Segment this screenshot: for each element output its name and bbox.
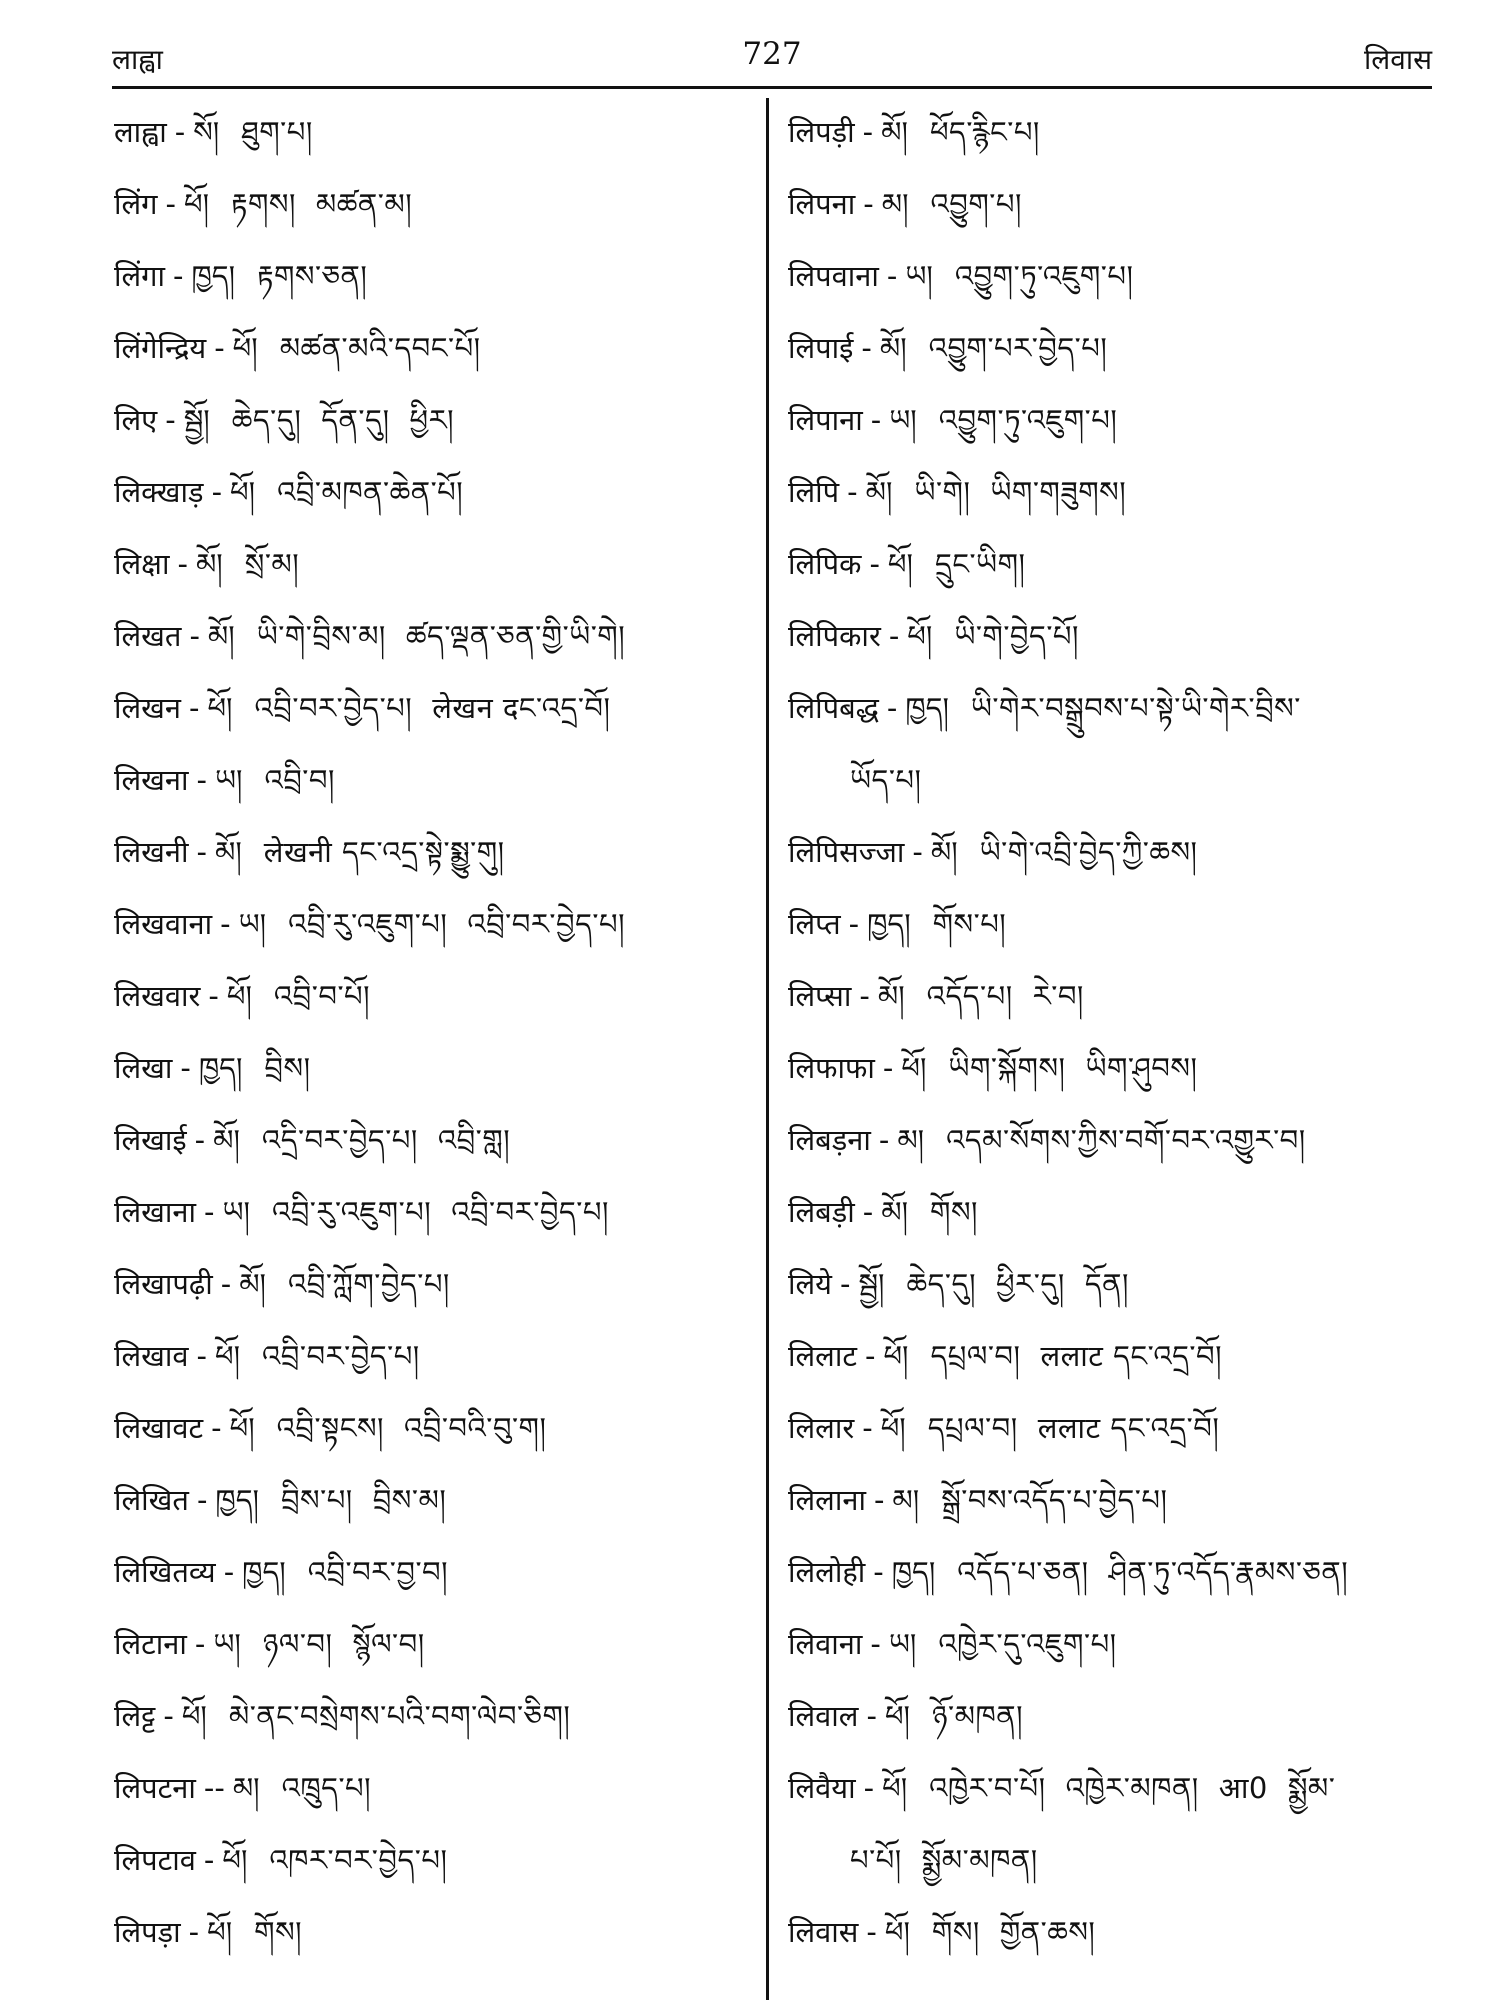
headword: लिपाई bbox=[788, 331, 854, 365]
grammar-label: ཡ། bbox=[888, 1627, 917, 1661]
definition: སྒྲོ་བས་འདོད་པ་བྱེད་པ། bbox=[941, 1483, 1168, 1517]
definition: སྨྱོམ་ bbox=[1287, 1771, 1336, 1805]
entry-dash: - bbox=[863, 187, 874, 221]
definition: ཡི་གེ་འབྲི་བྱེད་ཀྱི་ཆས། bbox=[979, 835, 1198, 869]
headword: लिपिकार bbox=[788, 619, 881, 653]
definition: འབྲི་བར་བྱེད་པ། bbox=[262, 1339, 420, 1373]
entry-dash: - bbox=[886, 259, 898, 293]
entry-dash: - bbox=[188, 1915, 200, 1949]
entry-dash: - bbox=[174, 115, 186, 149]
dictionary-entry bbox=[114, 464, 754, 536]
headword: लिखापढ़ी bbox=[114, 1267, 213, 1301]
definition: འབྱུག་པར་བྱེད་པ། bbox=[928, 331, 1108, 365]
column-divider bbox=[766, 98, 769, 2000]
dictionary-entry bbox=[114, 824, 754, 896]
dictionary-entry bbox=[114, 1472, 754, 1544]
headword: लिये bbox=[788, 1267, 832, 1301]
definition: ཡོད་པ། bbox=[850, 763, 922, 797]
definition: ཡིག་སྐོགས། bbox=[948, 1051, 1066, 1085]
grammar-label: ཡ། bbox=[889, 403, 917, 437]
dictionary-entry bbox=[114, 320, 754, 392]
definition: འདོད་པ། bbox=[926, 979, 1013, 1013]
grammar-label: ཁྱད། bbox=[867, 907, 911, 941]
definition: ཕྱིར། bbox=[409, 403, 455, 437]
grammar-label: མོ། bbox=[213, 1123, 240, 1157]
headword: लिक्षा bbox=[114, 547, 170, 581]
grammar-label: མོ། bbox=[881, 115, 908, 149]
definition: ཐུག་པ། bbox=[241, 115, 313, 149]
entry-dash: - bbox=[211, 475, 223, 509]
grammar-label: ཡ། bbox=[222, 1195, 250, 1229]
left-column bbox=[114, 104, 754, 1976]
headword: लिपड़ी bbox=[788, 115, 855, 149]
headword: लिखवाना bbox=[114, 907, 213, 941]
grammar-label: ཕོ། bbox=[882, 1771, 908, 1805]
dictionary-entry bbox=[114, 1112, 754, 1184]
dictionary-entry bbox=[788, 1112, 1448, 1184]
grammar-label: མོ། bbox=[881, 1195, 909, 1229]
grammar-label: མོ། bbox=[877, 979, 905, 1013]
headword: लिखाव bbox=[114, 1339, 189, 1373]
entry-continuation bbox=[788, 1832, 1448, 1904]
dictionary-entry bbox=[788, 1544, 1448, 1616]
headword: लिपिसज्जा bbox=[788, 835, 905, 869]
dictionary-entry bbox=[114, 896, 754, 968]
definition: དོན། bbox=[1084, 1267, 1129, 1301]
grammar-label: ཡ། bbox=[213, 1627, 241, 1661]
headword: लिंगा bbox=[114, 259, 166, 293]
dictionary-entry bbox=[788, 464, 1448, 536]
entry-dash: - bbox=[196, 763, 207, 797]
grammar-label: སྦྱོ། bbox=[858, 1267, 885, 1301]
definition: མེ་ནང་བསྲེགས་པའི་བག་ལེབ་ཅིག། bbox=[228, 1699, 571, 1733]
definition: འཁར་བར་བྱེད་པ། bbox=[269, 1843, 448, 1877]
entry-dash: - bbox=[189, 619, 200, 653]
definition: མཚན་མ། bbox=[315, 187, 413, 221]
definition: लेखन दང་འདྲ་བོ། bbox=[432, 691, 611, 725]
entry-dash: - bbox=[203, 1843, 215, 1877]
right-guide-word: लिवास bbox=[1364, 43, 1432, 76]
headword: लिखितव्य bbox=[114, 1555, 216, 1589]
definition: འབྲི་བར་བྱེད་པ། bbox=[254, 691, 413, 725]
definition: ཆེད་དུ། bbox=[231, 403, 302, 437]
definition: འབྲི་བ། bbox=[264, 763, 335, 797]
definition: བྲིས། bbox=[264, 1051, 311, 1085]
dictionary-entry bbox=[114, 1832, 754, 1904]
dictionary-entry bbox=[788, 680, 1448, 752]
definition: ཡི་གེ་བྲིས་མ། bbox=[256, 619, 386, 653]
definition: པ་པོ། bbox=[850, 1843, 902, 1877]
definition: དྲུང་ཡིག། bbox=[934, 547, 1026, 581]
definition: རེ་བ། bbox=[1032, 979, 1084, 1013]
headword: लिटाना bbox=[114, 1627, 187, 1661]
headword: लाह्वा bbox=[114, 115, 167, 149]
dictionary-entry bbox=[114, 680, 754, 752]
definition: ཚད་ལྡན་ཅན་གྱི་ཡི་གེ། bbox=[405, 619, 626, 653]
grammar-label: ཕོ། bbox=[222, 1843, 248, 1877]
entry-dash: - bbox=[859, 979, 870, 1013]
grammar-label: ཡ། bbox=[214, 763, 243, 797]
entry-dash: - bbox=[862, 115, 874, 149]
dictionary-entry bbox=[114, 248, 754, 320]
definition: རྟགས་ཅན། bbox=[257, 259, 368, 293]
dictionary-entry bbox=[114, 1616, 754, 1688]
dictionary-entry bbox=[788, 1904, 1448, 1976]
definition: འབྲི་བའི་བུ་ག། bbox=[403, 1411, 547, 1445]
entry-dash: - bbox=[866, 1915, 877, 1949]
dictionary-entry bbox=[788, 1688, 1448, 1760]
headword: लिपना bbox=[788, 187, 856, 221]
grammar-label: ཕོ། bbox=[884, 1699, 910, 1733]
headword: लिपाना bbox=[788, 403, 863, 437]
definition: ཉོ་མཁན། bbox=[931, 1699, 1024, 1733]
definition: གོས། bbox=[931, 1915, 980, 1949]
grammar-label: མོ། bbox=[214, 835, 242, 869]
headword: लिक्खाड़ bbox=[114, 475, 204, 509]
headword: लिपड़ा bbox=[114, 1915, 181, 1949]
dictionary-entry bbox=[114, 1904, 754, 1976]
entry-dash: - bbox=[882, 1051, 894, 1085]
dictionary-entry bbox=[114, 1328, 754, 1400]
headword: लिप्त bbox=[788, 907, 841, 941]
headword: लिवैया bbox=[788, 1771, 856, 1805]
dictionary-entry bbox=[788, 1256, 1448, 1328]
entry-dash: - bbox=[189, 691, 200, 725]
dictionary-entry bbox=[114, 608, 754, 680]
headword: लिबड़ी bbox=[788, 1195, 855, 1229]
definition: འབྲི་བར་བྱ་བ། bbox=[307, 1555, 449, 1589]
grammar-label: མོ། bbox=[207, 619, 235, 653]
definition: འདོད་པ་ཅན། bbox=[957, 1555, 1089, 1589]
entry-dash: - bbox=[866, 1699, 877, 1733]
grammar-label: ཁྱད། bbox=[905, 691, 949, 725]
entry-dash: - bbox=[211, 1411, 222, 1445]
headword: लिवाना bbox=[788, 1627, 863, 1661]
dictionary-entry bbox=[114, 1544, 754, 1616]
dictionary-entry bbox=[788, 1472, 1448, 1544]
definition: གོས་པ། bbox=[932, 907, 1007, 941]
definition: ཡི་གེ་བྱེད་པོ། bbox=[954, 619, 1079, 653]
definition: འཁྱེར་བ་པོ། bbox=[929, 1771, 1046, 1805]
headword: लिट्ट bbox=[114, 1699, 156, 1733]
grammar-label: ཕོ། bbox=[232, 331, 258, 365]
headword: लिखवार bbox=[114, 979, 201, 1013]
definition: ཕྱིར་དུ། bbox=[996, 1267, 1065, 1301]
definition: འབྲི་ཀློག་བྱེད་པ། bbox=[287, 1267, 450, 1301]
dictionary-entry bbox=[788, 1760, 1448, 1832]
headword: लिंग bbox=[114, 187, 158, 221]
entry-dash: - bbox=[870, 403, 882, 437]
definition: དཔྲལ་བ། bbox=[930, 1339, 1021, 1373]
dictionary-entry bbox=[114, 536, 754, 608]
definition: དོན་དུ། bbox=[321, 403, 390, 437]
headword: लिपवाना bbox=[788, 259, 879, 293]
definition: འབྲི་རུ་འཇུག་པ། bbox=[271, 1195, 432, 1229]
dictionary-entry bbox=[788, 1400, 1448, 1472]
definition: འབྲི་གླ། bbox=[437, 1123, 511, 1157]
grammar-label: ཕོ། bbox=[215, 1339, 241, 1373]
definition: སྙོལ་བ། bbox=[352, 1627, 425, 1661]
definition: ཡི་གེར་བསྒྲུབས་པ་སྟེ་ཡི་གེར་བྲིས་ bbox=[970, 691, 1301, 725]
dictionary-entry bbox=[788, 1328, 1448, 1400]
entry-dash: - bbox=[220, 907, 231, 941]
entry-dash: - bbox=[862, 1195, 874, 1229]
definition: དཔྲལ་བ། bbox=[927, 1411, 1018, 1445]
definition: འབྲི་བར་བྱེད་པ། bbox=[451, 1195, 609, 1229]
headword: लिपटाव bbox=[114, 1843, 196, 1877]
dictionary-entry bbox=[114, 1040, 754, 1112]
definition: འབྱུག་ཏུ་འཇུག་པ། bbox=[938, 403, 1118, 437]
entry-dash: - bbox=[840, 1267, 851, 1301]
definition: ཕོད་རྙིང་པ། bbox=[929, 115, 1040, 149]
entry-dash: - bbox=[220, 1267, 232, 1301]
entry-dash: - bbox=[177, 547, 188, 581]
definition: འཁྱེར་མཁན། bbox=[1065, 1771, 1199, 1805]
definition: རྟགས། bbox=[231, 187, 296, 221]
grammar-label: ཕོ། bbox=[907, 619, 933, 653]
header-rule bbox=[112, 86, 1432, 89]
entry-dash: - bbox=[165, 187, 176, 221]
entry-continuation bbox=[788, 752, 1448, 824]
definition: འཁྲུད་པ། bbox=[281, 1771, 372, 1805]
headword: लिखा bbox=[114, 1051, 173, 1085]
grammar-label: ཡ། bbox=[238, 907, 267, 941]
grammar-label: མོ། bbox=[195, 547, 223, 581]
entry-dash: -- bbox=[203, 1771, 225, 1805]
dictionary-entry bbox=[788, 320, 1448, 392]
dictionary-entry bbox=[788, 1616, 1448, 1688]
dictionary-entry bbox=[114, 1400, 754, 1472]
entry-dash: - bbox=[869, 547, 880, 581]
headword: लिखना bbox=[114, 763, 189, 797]
definition: ललाट དང་འདྲ་བོ། bbox=[1037, 1411, 1220, 1445]
grammar-label: ཁྱད། bbox=[242, 1555, 286, 1589]
definition: འབྲི་རུ་འཇུག་པ། bbox=[288, 907, 448, 941]
entry-dash: - bbox=[204, 1195, 215, 1229]
dictionary-entry bbox=[114, 1256, 754, 1328]
definition: སྨྱོམ་མཁན། bbox=[921, 1843, 1038, 1877]
grammar-label: མོ། bbox=[239, 1267, 266, 1301]
grammar-label: ཕོ། bbox=[880, 1411, 906, 1445]
page-header bbox=[112, 32, 1432, 88]
dictionary-entry bbox=[788, 104, 1448, 176]
headword: लिखाई bbox=[114, 1123, 187, 1157]
definition: གོས། bbox=[254, 1915, 303, 1949]
entry-dash: - bbox=[208, 979, 219, 1013]
definition: བྲིས་པ། bbox=[280, 1483, 353, 1517]
entry-dash: - bbox=[873, 1555, 884, 1589]
entry-dash: - bbox=[864, 1339, 876, 1373]
definition: མཚན་མའི་དབང་པོ། bbox=[279, 331, 481, 365]
dictionary-entry bbox=[788, 968, 1448, 1040]
entry-dash: - bbox=[888, 619, 900, 653]
definition: འབྱུག་ཏུ་འཇུག་པ། bbox=[954, 259, 1134, 293]
grammar-label: སྦྱོ། bbox=[183, 403, 210, 437]
dictionary-entry bbox=[788, 248, 1448, 320]
entry-dash: - bbox=[196, 835, 207, 869]
headword: लिवाल bbox=[788, 1699, 859, 1733]
headword: लिपि bbox=[788, 475, 840, 509]
dictionary-entry bbox=[788, 536, 1448, 608]
dictionary-entry bbox=[788, 1040, 1448, 1112]
grammar-label: མོ། bbox=[930, 835, 958, 869]
definition: འདམ་སོགས་ཀྱིས་བགོ་བར་འགྱུར་བ། bbox=[946, 1123, 1306, 1157]
headword: लिवास bbox=[788, 1915, 859, 1949]
grammar-label: མ། bbox=[892, 1483, 920, 1517]
headword: लिप्सा bbox=[788, 979, 852, 1013]
entry-dash: - bbox=[863, 1771, 875, 1805]
headword: लिपटना bbox=[114, 1771, 196, 1805]
headword: लिखावट bbox=[114, 1411, 204, 1445]
grammar-label: ཕོ། bbox=[207, 1915, 233, 1949]
dictionary-entry bbox=[114, 968, 754, 1040]
dictionary-entry bbox=[788, 176, 1448, 248]
grammar-label: ཡ། bbox=[905, 259, 933, 293]
headword: लिपिक bbox=[788, 547, 862, 581]
definition: ཤིན་ཏུ་འདོད་རྣམས་ཅན། bbox=[1108, 1555, 1349, 1589]
definition: लेखनी དང་འདྲ་སྟེ་སྨྱུ་གུ། bbox=[263, 835, 505, 869]
dictionary-entry bbox=[114, 176, 754, 248]
grammar-label: ཕོ། bbox=[884, 1915, 910, 1949]
definition: བྲིས་མ། bbox=[372, 1483, 447, 1517]
entry-dash: - bbox=[223, 1555, 235, 1589]
grammar-label: མ། bbox=[232, 1771, 260, 1805]
grammar-label: ཁྱད། bbox=[891, 1555, 936, 1589]
grammar-label: ཕོ། bbox=[887, 547, 913, 581]
dictionary-entry bbox=[114, 1760, 754, 1832]
headword: लिलार bbox=[788, 1411, 855, 1445]
entry-dash: - bbox=[180, 1051, 191, 1085]
dictionary-entry bbox=[114, 1184, 754, 1256]
entry-dash: - bbox=[886, 691, 898, 725]
dictionary-entry bbox=[788, 608, 1448, 680]
dictionary-entry bbox=[114, 104, 754, 176]
entry-dash: - bbox=[862, 1411, 873, 1445]
grammar-label: མ། bbox=[881, 187, 909, 221]
dictionary-entry bbox=[788, 392, 1448, 464]
grammar-label: མོ། bbox=[879, 331, 907, 365]
grammar-label: ཕོ། bbox=[230, 475, 256, 509]
grammar-label: ཕོ། bbox=[229, 1411, 255, 1445]
entry-dash: - bbox=[196, 1483, 208, 1517]
headword: लिखाना bbox=[114, 1195, 197, 1229]
definition: འབྲི་སྟངས། bbox=[276, 1411, 384, 1445]
grammar-label: སོ། bbox=[193, 115, 220, 149]
dictionary-entry bbox=[114, 1688, 754, 1760]
grammar-label: མ། bbox=[897, 1123, 925, 1157]
definition: ཡིག་ཤུབས། bbox=[1085, 1051, 1198, 1085]
definition: གོས། bbox=[930, 1195, 978, 1229]
dictionary-entry bbox=[114, 752, 754, 824]
grammar-label: ཁྱད། bbox=[198, 1051, 243, 1085]
entry-dash: - bbox=[870, 1627, 881, 1661]
headword: लिपिबद्ध bbox=[788, 691, 879, 725]
definition: ཉལ་བ། bbox=[262, 1627, 333, 1661]
headword: लिलोही bbox=[788, 1555, 866, 1589]
definition: འདྲི་བར་བྱེད་པ། bbox=[261, 1123, 418, 1157]
grammar-label: ཕོ། bbox=[181, 1699, 207, 1733]
dictionary-entry bbox=[788, 824, 1448, 896]
right-column bbox=[788, 104, 1448, 1976]
definition: འབྲི་བར་བྱེད་པ། bbox=[467, 907, 626, 941]
grammar-label: མོ། bbox=[865, 475, 893, 509]
dictionary-entry bbox=[114, 392, 754, 464]
grammar-label: ཕོ། bbox=[901, 1051, 927, 1085]
headword: लिए bbox=[114, 403, 158, 437]
headword: लिलाना bbox=[788, 1483, 866, 1517]
entry-dash: - bbox=[163, 1699, 174, 1733]
grammar-label: ཕོ། bbox=[183, 187, 210, 221]
headword: लिखत bbox=[114, 619, 182, 653]
definition: ཆེད་དུ། bbox=[906, 1267, 977, 1301]
entry-dash: - bbox=[196, 1339, 207, 1373]
entry-dash: - bbox=[194, 1627, 206, 1661]
left-guide-word: लाह्वा bbox=[112, 43, 163, 76]
definition: སྲོ་མ། bbox=[244, 547, 300, 581]
definition: འབྱུག་པ། bbox=[930, 187, 1022, 221]
entry-dash: - bbox=[912, 835, 923, 869]
definition: आ0 bbox=[1218, 1771, 1268, 1805]
headword: लिलाट bbox=[788, 1339, 857, 1373]
headword: लिखित bbox=[114, 1483, 189, 1517]
grammar-label: ཕོ། bbox=[207, 691, 233, 725]
headword: लिफाफा bbox=[788, 1051, 875, 1085]
definition: འབྲི་བ་པོ། bbox=[273, 979, 371, 1013]
headword: लिखनी bbox=[114, 835, 189, 869]
page-number: 727 bbox=[742, 36, 802, 72]
entry-dash: - bbox=[847, 475, 858, 509]
entry-dash: - bbox=[165, 403, 176, 437]
dictionary-entry bbox=[788, 896, 1448, 968]
definition: ཡི་གེ། bbox=[914, 475, 971, 509]
entry-dash: - bbox=[861, 331, 872, 365]
definition: ललाट དང་འདྲ་བོ། bbox=[1040, 1339, 1223, 1373]
grammar-label: ཕོ། bbox=[883, 1339, 909, 1373]
definition: ཡིག་གཟུགས། bbox=[990, 475, 1127, 509]
entry-dash: - bbox=[173, 259, 184, 293]
definition: གྱོན་ཆས། bbox=[999, 1915, 1096, 1949]
entry-dash: - bbox=[194, 1123, 206, 1157]
definition: འཁྱེར་དུ་འཇུག་པ། bbox=[938, 1627, 1117, 1661]
entry-dash: - bbox=[878, 1123, 890, 1157]
grammar-label: ཁྱད། bbox=[191, 259, 236, 293]
entry-dash: - bbox=[873, 1483, 885, 1517]
entry-dash: - bbox=[848, 907, 860, 941]
definition: འབྲི་མཁན་ཆེན་པོ། bbox=[277, 475, 464, 509]
grammar-label: ཕོ། bbox=[226, 979, 252, 1013]
dictionary-entry bbox=[788, 1184, 1448, 1256]
entry-dash: - bbox=[214, 331, 225, 365]
headword: लिंगेन्द्रिय bbox=[114, 331, 207, 365]
headword: लिबड़ना bbox=[788, 1123, 871, 1157]
grammar-label: ཁྱད། bbox=[215, 1483, 259, 1517]
headword: लिखन bbox=[114, 691, 181, 725]
